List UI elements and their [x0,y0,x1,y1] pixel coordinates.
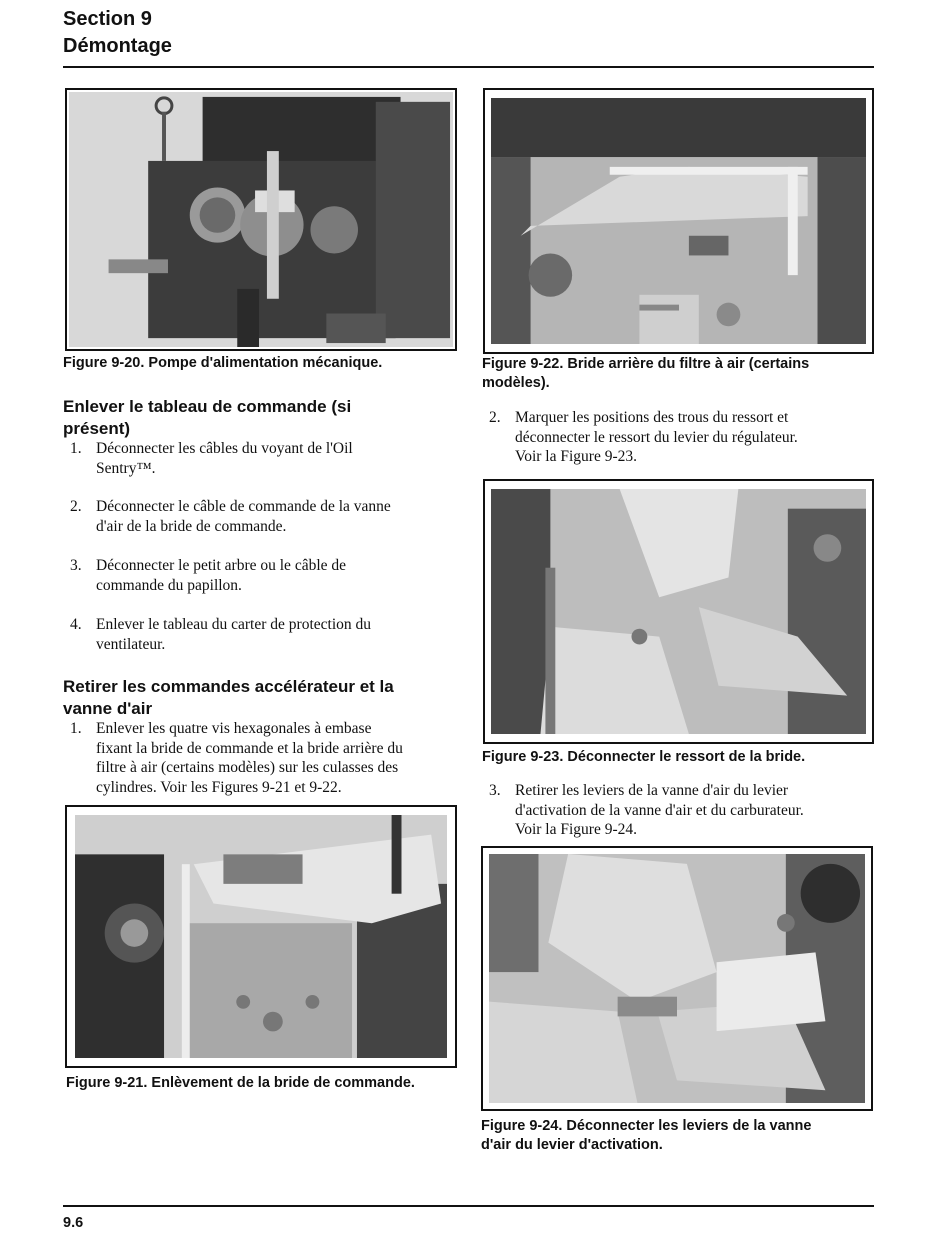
step-text-line2: d'activation de la vanne d'air et du carburateur. [515,801,804,819]
step-text-line1: Enlever les quatre vis hexagonales à embase [96,720,372,737]
heading-control-panel-line2: présent) [63,419,131,438]
choke-levers-photo [489,854,865,1103]
figure-9-23-frame [483,479,874,744]
step-text-line1: Déconnecter les câbles du voyant de l'Oil [96,440,353,457]
step-text-line2: déconnecter le ressort du levier du régulateur. [515,428,798,446]
step-number: 2. [70,498,82,515]
step-text-line2: fixant la bride de commande et la bride arrière du [96,739,403,757]
step-text-line3: Voir la Figure 9-23. [515,448,637,465]
footer-rule [63,1205,874,1207]
step-number: 4. [70,616,82,633]
figure-9-20-frame [65,88,457,351]
spring-disconnect-photo [491,489,866,734]
figure-9-21-caption: Figure 9-21. Enlèvement de la bride de commande. [66,1075,415,1091]
air-filter-bracket-photo [491,98,866,344]
step-text-line1: Déconnecter le petit arbre ou le câble de [96,557,347,574]
step-text-line3: Voir la Figure 9-24. [515,821,637,838]
step-text-line4: cylindres. Voir les Figures 9-21 et 9-22. [96,778,342,796]
page-title: Démontage [63,35,172,57]
step-text-line1: Marquer les positions des trous du ressort et [515,409,789,426]
heading-controls-line1: Retirer les commandes accélérateur et la [63,677,394,696]
step-number: 2. [489,409,501,426]
figure-9-22-caption-line2: modèles). [482,375,550,391]
step-text-line2: commande du papillon. [96,576,242,594]
figure-9-24-frame [481,846,873,1111]
page-number: 9.6 [63,1215,84,1231]
step-text-line3: filtre à air (certains modèles) sur les culasses des [96,759,399,776]
step-number: 3. [489,782,501,799]
step-text-line2: ventilateur. [96,635,166,653]
step-number: 1. [70,720,82,737]
header-rule [63,66,874,68]
step-number: 1. [70,440,82,457]
figure-9-22-frame [483,88,874,354]
step-text-line2: Sentry™. [96,459,156,477]
figure-9-23-caption: Figure 9-23. Déconnecter le ressort de la bride. [482,749,806,765]
step-number: 3. [70,557,82,574]
fuel-pump-photo [69,92,453,347]
step-text-line1: Retirer les leviers de la vanne d'air du levier [515,782,789,799]
figure-9-24-caption-line1: Figure 9-24. Déconnecter les leviers de la vanne [481,1118,812,1134]
step-text-line1: Déconnecter le câble de commande de la vanne [96,498,391,515]
heading-control-panel-line1: Enlever le tableau de commande (si [63,397,352,416]
control-bracket-photo [75,815,447,1058]
step-text-line2: d'air de la bride de commande. [96,517,287,535]
section-label: Section 9 [63,8,152,30]
figure-9-20-caption: Figure 9-20. Pompe d'alimentation mécanique. [63,355,383,371]
heading-controls-line2: vanne d'air [63,699,153,718]
figure-9-24-caption-line2: d'air du levier d'activation. [481,1137,663,1153]
figure-9-21-frame [65,805,457,1068]
step-text-line1: Enlever le tableau du carter de protection du [96,616,371,633]
figure-9-22-caption-line1: Figure 9-22. Bride arrière du filtre à air (certains [482,356,810,372]
